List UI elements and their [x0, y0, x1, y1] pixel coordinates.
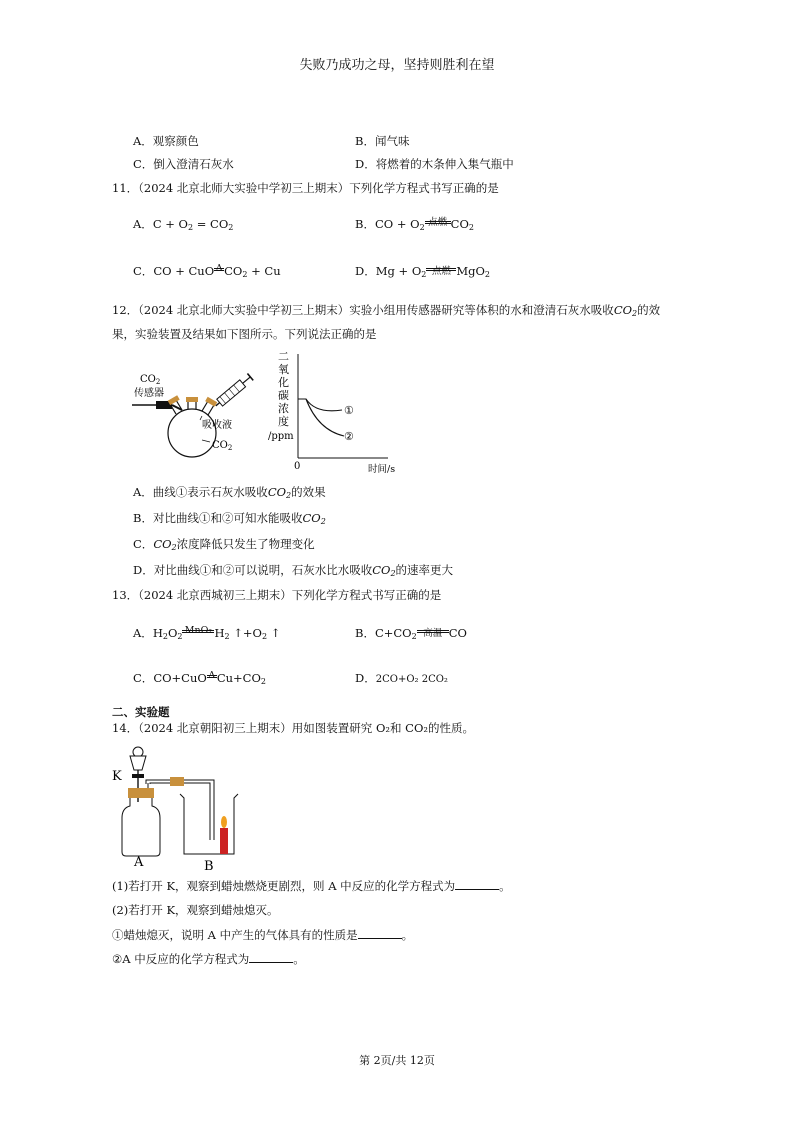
yaxis-char-1: 二 — [278, 350, 289, 363]
q12-option-a: A．曲线①表示石灰水吸收$CO_2$的效果 — [133, 485, 326, 500]
q14-apparatus-figure — [108, 740, 268, 872]
q13-stem: 13．（2024 北京西城初三上期末）下列化学方程式书写正确的是 — [112, 588, 442, 602]
q12-option-b: B．对比曲线①和②可知水能吸收$CO_2$ — [133, 511, 326, 526]
label-b: B — [204, 859, 214, 872]
stopper-a — [128, 788, 154, 798]
q12-stem-line1: 12．（2024 北京北师大实验中学初三上期末）实验小组用传感器研究等体积的水和澄清石灰水吸收$CO_2$的效 — [112, 303, 661, 318]
q11-b-condition: 点燃 — [428, 217, 448, 228]
label-k: K — [112, 769, 122, 784]
q11-b-label: B． — [355, 217, 375, 231]
sensor-label-text: 传感器 — [134, 388, 164, 399]
yaxis-char-6: 度 — [278, 415, 289, 428]
syringe — [213, 373, 253, 409]
q14-part1: (1)若打开 K，观察到蜡烛燃烧更剧烈，则 A 中反应的化学方程式为 。 — [112, 879, 511, 893]
q11-c-label: C． — [133, 264, 154, 278]
q10-option-b: B．闻气味 — [355, 134, 410, 148]
q12-figure — [120, 348, 400, 476]
q13-option-c: C．CO+CuO Δ $Cu+CO_2$ — [133, 670, 266, 686]
three-neck-flask — [168, 409, 216, 457]
q10-option-c: C．倒入澄清石灰水 — [133, 157, 234, 171]
q13-a-condition: MnO₂ — [184, 625, 213, 636]
q14-part2-q1: ①蜡烛熄灭，说明 A 中产生的气体具有的性质是 。 — [112, 928, 414, 942]
q11-option-a: A．$C + O_2 = CO_2$ — [133, 217, 234, 232]
q13-b-condition: 高温 — [423, 628, 443, 639]
separatory-funnel — [130, 756, 146, 770]
q13-c-condition: Δ — [208, 670, 216, 681]
q13-option-a: A．$H_2O_2$ MnO₂ $H_2$ $↑+O_2$ ↑ — [133, 625, 281, 641]
yaxis-char-2: 氧 — [278, 363, 289, 376]
sensor-label-co2: $CO_2$ — [140, 374, 161, 386]
q13-option-d: D．2CO+O₂ 2CO₂ — [355, 671, 448, 685]
origin-label: 0 — [294, 461, 301, 472]
q12-stem-line2: 果，实验装置及结果如下图所示。下列说法正确的是 — [112, 327, 377, 341]
rubber-connector — [170, 777, 184, 786]
q11-d-condition: 点燃 — [431, 266, 451, 277]
delivery-tube — [146, 780, 214, 840]
q11-c-condition: Δ — [215, 263, 223, 274]
q11-d-label: D． — [355, 264, 376, 278]
yaxis-unit: /ppm — [268, 431, 294, 442]
absorber-label: 吸收液 — [202, 420, 232, 431]
yaxis-char-4: 碳 — [278, 389, 289, 402]
q14-part2: (2)若打开 K，观察到蜡烛熄灭。 — [112, 903, 279, 917]
candle — [220, 828, 228, 854]
yaxis-char-5: 浓 — [278, 402, 289, 415]
q11-stem: 11．（2024 北京北师大实验中学初三上期末）下列化学方程式书写正确的是 — [112, 181, 499, 195]
q14-part2-q2: ②A 中反应的化学方程式为 。 — [112, 952, 305, 966]
page-header-motto: 失败乃成功之母，坚持则胜利在望 — [299, 58, 495, 73]
curve-1-label: ① — [344, 404, 354, 417]
label-a: A — [134, 855, 144, 870]
q14-stem: 14．（2024 北京朝阳初三上期末）用如图装置研究 O₂和 CO₂的性质。 — [112, 721, 474, 735]
page-footer: 第 2页/共 12页 — [359, 1054, 435, 1067]
curve-1 — [298, 399, 342, 411]
q11-a-label: A． — [133, 217, 153, 231]
yaxis-char-3: 化 — [278, 376, 289, 389]
stopper-middle — [186, 397, 198, 402]
section-title: 二、实验题 — [112, 705, 170, 719]
beaker-b — [180, 794, 238, 854]
bottle-a — [122, 798, 160, 856]
stopcock-k — [132, 774, 144, 778]
q10-option-a: A．观察颜色 — [133, 134, 199, 148]
q13-option-b: B．$C+CO_2$ 高温 CO — [355, 626, 467, 641]
xaxis-label: 时间/s — [368, 464, 396, 475]
candle-flame — [221, 816, 227, 828]
curve-2-label: ② — [344, 430, 354, 443]
q10-option-d: D．将燃着的木条伸入集气瓶中 — [355, 157, 514, 171]
stopper-right — [205, 397, 217, 407]
gas-label-co2: $CO_2$ — [212, 440, 233, 452]
q11-option-b: B．CO + $O_2$ 点燃 $CO_2$ — [355, 216, 474, 232]
q11-option-c: C．CO + CuO Δ $CO_2 + Cu$ — [133, 263, 281, 279]
q12-option-d: D．对比曲线①和②可以说明，石灰水比水吸收$CO_2$的速率更大 — [133, 563, 454, 578]
q12-option-c: C．$CO_2$浓度降低只发生了物理变化 — [133, 537, 315, 552]
q11-option-d: D．$Mg + O_2$ 点燃 MgO$_2$ — [355, 264, 491, 279]
